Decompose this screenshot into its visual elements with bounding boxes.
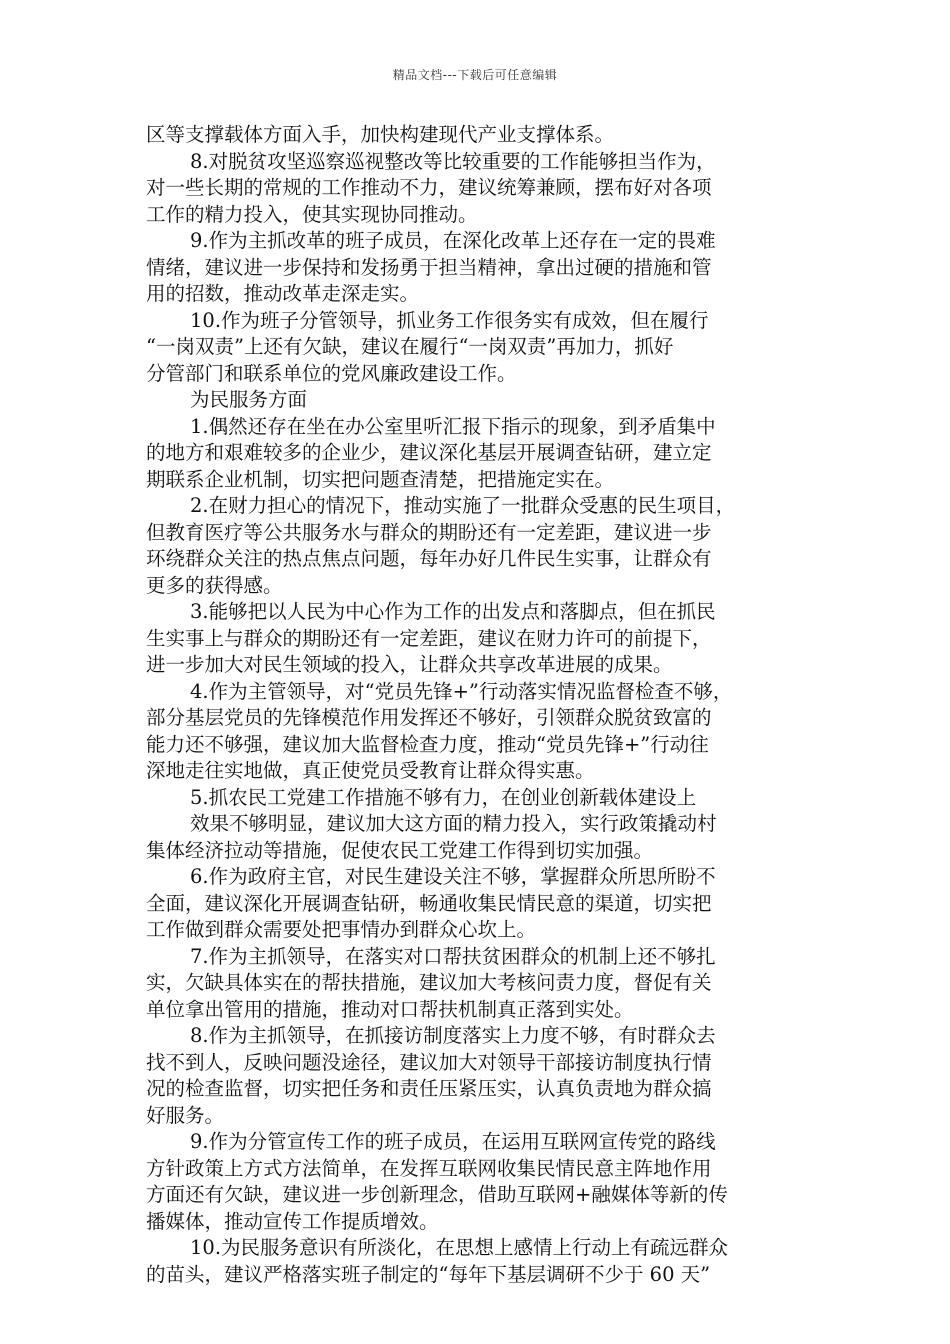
text-line: 为民服务方面 — [190, 388, 308, 411]
text-line: 5.抓农民工党建工作措施不够有力，在创业创新载体建设上 — [190, 785, 697, 809]
text-line: 生实事上与群众的期盼还有一定差距，建议在财力许可的前提下， — [146, 626, 712, 650]
text-line: 9.作为主抓改革的班子成员，在深化改革上还存在一定的畏难 — [190, 229, 716, 252]
text-line: 8.作为主抓领导，在抓接访制度落实上力度不够，有时群众去 — [190, 1024, 716, 1047]
text-line: 效果不够明显，建议加大这方面的精力投入，实行政策撬动村 — [190, 812, 717, 835]
text-line: 7.作为主抓领导，在落实对口帮扶贫困群众的机制上还不够扎 — [190, 944, 716, 968]
text-line: 用的招数，推动改革走深走实。 — [146, 282, 420, 305]
text-line: 6.作为政府主官，对民生建设关注不够，掌握群众所思所盼不 — [190, 865, 716, 888]
text-line: 4.作为主管领导，对“党员先锋+”行动落实情况监督检查不够， — [190, 679, 733, 703]
text-line: 的苗头，建议严格落实班子制定的“每年下基层调研不少于 60 天” — [146, 1262, 711, 1286]
text-line: 分管部门和联系单位的党风廉政建设工作。 — [146, 361, 517, 385]
text-line: 能力还不够强，建议加大监督检查力度，推动“党员先锋+”行动往 — [146, 732, 709, 756]
text-line: 好服务。 — [146, 1103, 225, 1127]
text-line: 实，欠缺具体实在的帮扶措施，建议加大考核问责力度，督促有关 — [146, 971, 712, 994]
text-line: 环绕群众关注的热点焦点问题，每年办好几件民生实事，让群众有 — [146, 547, 712, 570]
text-line: 对一些长期的常规的工作推动不力，建议统筹兼顾，摆布好对各项 — [146, 176, 712, 199]
page-header: 精品文档---下载后可任意编辑 — [392, 68, 558, 82]
text-line: 3.能够把以人民为中心作为工作的出发点和落脚点，但在抓民 — [190, 600, 716, 623]
text-line: 8.对脱贫攻坚巡察巡视整改等比较重要的工作能够担当作为， — [190, 149, 716, 173]
text-line: 进一步加大对民生领域的投入，让群众共享改革进展的成果。 — [146, 653, 673, 676]
text-line: 9.作为分管宣传工作的班子成员，在运用互联网宣传党的路线 — [190, 1130, 716, 1153]
text-line: 10.为民服务意识有所淡化，在思想上感情上行动上有疏远群众 — [190, 1236, 729, 1259]
text-line: 1.偶然还存在坐在办公室里听汇报下指示的现象，到矛盾集中 — [190, 414, 716, 438]
text-line: 况的检查监督，切实把任务和责任压紧压实，认真负责地为群众搞 — [146, 1077, 712, 1100]
text-line: 全面，建议深化开展调查钻研，畅通收集民情民意的渠道，切实把 — [146, 891, 712, 915]
text-line: 播媒体，推动宣传工作提质增效。 — [146, 1209, 439, 1233]
document-body — [146, 122, 806, 1288]
text-line: 工作做到群众需要处把事情办到群众心坎上。 — [146, 918, 537, 941]
text-line: 10.作为班子分管领导，抓业务工作很务实有成效，但在履行 — [190, 308, 709, 332]
text-line: 区等支撑载体方面入手，加快构建现代产业支撑体系。 — [146, 123, 615, 146]
text-line: 单位拿出管用的措施，推动对口帮扶机制真正落到实处。 — [146, 997, 634, 1021]
text-line: “一岗双责”上还有欠缺，建议在履行“一岗双责”再加力，抓好 — [146, 335, 674, 358]
text-line: 2.在财力担心的情况下，推动实施了一批群众受惠的民生项目， — [190, 494, 736, 517]
text-line: 部分基层党员的先锋模范作用发挥还不够好，引领群众脱贫致富的 — [146, 706, 712, 729]
text-line: 但教育医疗等公共服务水与群众的期盼还有一定差距，建议进一步 — [146, 520, 712, 544]
text-line: 找不到人，反映问题没途径，建议加大对领导干部接访制度执行情 — [146, 1050, 712, 1074]
text-line: 集体经济拉动等措施，促使农民工党建工作得到切实加强。 — [146, 838, 654, 862]
text-line: 期联系企业机制，切实把问题查清楚，把措施定实在。 — [146, 467, 615, 491]
text-line: 工作的精力投入，使其实现协同推动。 — [146, 202, 478, 226]
text-line: 方面还有欠缺，建议进一步创新理念，借助互联网+融媒体等新的传 — [146, 1183, 728, 1206]
text-line: 方针政策上方式方法简单，在发挥互联网收集民情民意主阵地作用 — [146, 1156, 712, 1180]
text-line: 情绪，建议进一步保持和发扬勇于担当精神，拿出过硬的措施和管 — [146, 255, 712, 279]
text-line: 的地方和艰难较多的企业少，建议深化基层开展调查钻研，建立定 — [146, 441, 712, 464]
text-line: 更多的获得感。 — [146, 573, 283, 597]
text-line: 深地走往实地做，真正使党员受教育让群众得实惠。 — [146, 759, 595, 782]
